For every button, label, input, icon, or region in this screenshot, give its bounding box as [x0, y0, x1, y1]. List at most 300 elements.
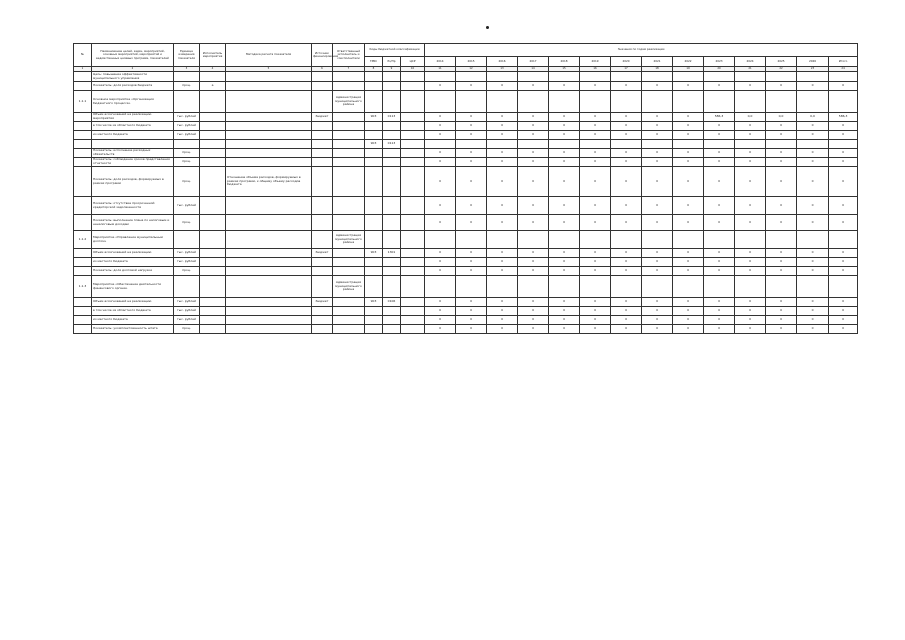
- row-year-value: 0: [642, 316, 673, 325]
- row-year-value: 0: [580, 258, 611, 267]
- row-method: [226, 215, 312, 231]
- row-grbs: [365, 325, 383, 334]
- row-rzpr: 1301: [383, 249, 401, 258]
- row-unit: проц.: [174, 167, 200, 197]
- row-rzpr: [383, 231, 401, 249]
- header-name: Наименование целей, задач, мероприятий, основных мероприятий, мероприятий и ведомственных целевых программ, показателей: [92, 44, 174, 67]
- header-source: Источник финансирования: [312, 44, 333, 67]
- row-csr: [401, 82, 425, 91]
- row-year-value: 0: [735, 197, 766, 215]
- row-year-value: 0: [580, 149, 611, 158]
- row-executor: [200, 325, 226, 334]
- row-responsible: Администрация муниципального района: [333, 231, 365, 249]
- row-year-value: 0: [425, 258, 456, 267]
- row-total: 0: [829, 82, 858, 91]
- row-year-value: 0: [673, 298, 704, 307]
- row-year-value: 0: [673, 215, 704, 231]
- row-grbs: [365, 149, 383, 158]
- row-year-value: 0: [611, 215, 642, 231]
- row-total: 0: [829, 215, 858, 231]
- row-year-value: 0: [766, 122, 797, 131]
- table-row: [74, 197, 858, 215]
- row-csr: [401, 149, 425, 158]
- row-year-value: 0: [611, 82, 642, 91]
- row-source: [312, 140, 333, 149]
- row-total: 0: [829, 197, 858, 215]
- row-grbs: [365, 131, 383, 140]
- row-name: Цель: повышение эффективности муниципального управления: [92, 72, 174, 82]
- row-year-value: 0: [549, 298, 580, 307]
- row-year-value: 0: [425, 325, 456, 334]
- row-year-value: 0: [425, 113, 456, 122]
- header-sub-15: 2026: [797, 57, 829, 67]
- table-row: [74, 267, 858, 276]
- row-year-value: 0: [766, 316, 797, 325]
- row-total: [829, 276, 858, 298]
- row-year-value: 0: [549, 82, 580, 91]
- row-csr: [401, 91, 425, 113]
- row-csr: [401, 316, 425, 325]
- table-row: [74, 258, 858, 267]
- header-responsible: Ответственный исполнитель и соисполнители: [333, 44, 365, 67]
- row-year-value: 0: [611, 249, 642, 258]
- row-responsible: [333, 249, 365, 258]
- row-total: 0: [829, 149, 858, 158]
- table-row: [74, 72, 858, 82]
- row-year-value: 0: [704, 131, 735, 140]
- row-year-value: 0: [518, 122, 549, 131]
- row-number: [74, 197, 92, 215]
- table-row: [74, 122, 858, 131]
- row-year-value: 0: [425, 307, 456, 316]
- row-year-value: 0: [766, 307, 797, 316]
- table-row: [74, 325, 858, 334]
- row-csr: [401, 113, 425, 122]
- row-year-value: 0: [487, 113, 518, 122]
- row-total: [829, 91, 858, 113]
- row-rzpr: [383, 325, 401, 334]
- row-source: [312, 316, 333, 325]
- column-number: 7: [333, 67, 365, 72]
- row-year-value: [549, 276, 580, 298]
- row-year-value: 0: [518, 149, 549, 158]
- row-year-value: [580, 72, 611, 82]
- row-year-value: 0: [580, 158, 611, 167]
- row-source: [312, 122, 333, 131]
- row-executor: [200, 307, 226, 316]
- row-name: Показатель: выполнение плана по налоговым и неналоговым доходам: [92, 215, 174, 231]
- row-responsible: [333, 113, 365, 122]
- row-year-value: 0: [425, 197, 456, 215]
- row-year-value: 0: [549, 197, 580, 215]
- row-year-value: 0: [580, 113, 611, 122]
- header-sub-14: 2025: [766, 57, 797, 67]
- row-year-value: 0: [611, 316, 642, 325]
- row-year-value: [456, 72, 487, 82]
- row-year-value: 0: [735, 215, 766, 231]
- row-method: [226, 249, 312, 258]
- table-row: [74, 140, 858, 149]
- row-year-value: [549, 72, 580, 82]
- column-number: 12: [456, 67, 487, 72]
- row-name: Показатель: соблюдение сроков представления отчетности: [92, 158, 174, 167]
- row-year-value: [518, 231, 549, 249]
- row-unit: [174, 91, 200, 113]
- row-year-value: [673, 231, 704, 249]
- row-year-value: 0: [425, 149, 456, 158]
- row-year-value: 0: [518, 197, 549, 215]
- row-grbs: [365, 82, 383, 91]
- row-year-value: 0: [580, 307, 611, 316]
- row-rzpr: [383, 316, 401, 325]
- row-year-value: 0: [797, 122, 829, 131]
- row-responsible: [333, 325, 365, 334]
- row-csr: [401, 267, 425, 276]
- row-year-value: 0: [673, 122, 704, 131]
- row-responsible: [333, 215, 365, 231]
- column-number: 15: [549, 67, 580, 72]
- row-year-value: 0: [704, 298, 735, 307]
- header-sub-13: 2024: [735, 57, 766, 67]
- row-year-value: 0: [704, 215, 735, 231]
- row-name: в том числе из областного бюджета: [92, 122, 174, 131]
- program-table: [73, 43, 858, 334]
- row-executor: [200, 140, 226, 149]
- row-year-value: [766, 72, 797, 82]
- row-year-value: [704, 231, 735, 249]
- row-method: [226, 91, 312, 113]
- row-year-value: 0: [704, 82, 735, 91]
- row-year-value: 0: [735, 307, 766, 316]
- row-year-value: 0: [642, 258, 673, 267]
- row-year-value: 0: [487, 131, 518, 140]
- row-year-value: 0: [673, 167, 704, 197]
- row-year-value: 0: [797, 325, 829, 334]
- row-method: [226, 316, 312, 325]
- row-year-value: 0,0: [797, 113, 829, 122]
- column-number: 1: [74, 67, 92, 72]
- row-year-value: [456, 231, 487, 249]
- row-name: Показатель: исполнение расходных обязательств: [92, 149, 174, 158]
- row-source: бюджет: [312, 113, 333, 122]
- row-unit: тыс. рублей: [174, 316, 200, 325]
- column-number: 2: [92, 67, 174, 72]
- row-name: Показатель: доля расходов бюджета: [92, 82, 174, 91]
- row-year-value: [456, 91, 487, 113]
- row-year-value: [642, 231, 673, 249]
- row-source: [312, 158, 333, 167]
- row-unit: проц.: [174, 267, 200, 276]
- row-name: Объем ассигнований на реализацию: [92, 298, 174, 307]
- table-row: [74, 249, 858, 258]
- row-year-value: 0: [735, 325, 766, 334]
- row-year-value: 0: [456, 197, 487, 215]
- column-number: 3: [174, 67, 200, 72]
- row-year-value: 0: [766, 158, 797, 167]
- row-year-value: [487, 91, 518, 113]
- row-csr: [401, 249, 425, 258]
- row-year-value: 0: [487, 258, 518, 267]
- row-year-value: 0: [518, 113, 549, 122]
- row-year-value: 0: [456, 82, 487, 91]
- row-unit: тыс. рублей: [174, 249, 200, 258]
- row-year-value: 0: [487, 158, 518, 167]
- row-year-value: 0: [456, 258, 487, 267]
- row-year-value: 0: [425, 158, 456, 167]
- row-year-value: [580, 231, 611, 249]
- row-year-value: 0: [797, 316, 829, 325]
- row-year-value: 0: [704, 307, 735, 316]
- row-year-value: 0: [611, 267, 642, 276]
- row-unit: тыс. рублей: [174, 307, 200, 316]
- row-responsible: [333, 140, 365, 149]
- row-year-value: 0: [673, 258, 704, 267]
- row-year-value: 0: [735, 131, 766, 140]
- row-grbs: [365, 276, 383, 298]
- row-method: [226, 122, 312, 131]
- column-number: 23: [797, 67, 829, 72]
- row-source: [312, 325, 333, 334]
- row-responsible: [333, 131, 365, 140]
- row-year-value: [580, 91, 611, 113]
- row-year-value: 0: [425, 316, 456, 325]
- row-year-value: 0: [456, 122, 487, 131]
- header-sub-4: 2015: [456, 57, 487, 67]
- row-year-value: 0: [797, 197, 829, 215]
- row-source: [312, 267, 333, 276]
- row-year-value: 0: [766, 298, 797, 307]
- row-total: 0: [829, 325, 858, 334]
- row-executor: [200, 113, 226, 122]
- row-rzpr: [383, 215, 401, 231]
- row-year-value: 0: [518, 158, 549, 167]
- row-executor: [200, 231, 226, 249]
- row-source: [312, 131, 333, 140]
- row-rzpr: [383, 82, 401, 91]
- row-year-value: 0: [704, 197, 735, 215]
- row-number: [74, 113, 92, 122]
- row-year-value: [425, 91, 456, 113]
- row-rzpr: [383, 72, 401, 82]
- row-total: 0: [829, 307, 858, 316]
- row-year-value: 0: [611, 325, 642, 334]
- row-year-value: 0: [642, 113, 673, 122]
- row-year-value: 0: [735, 167, 766, 197]
- row-method: [226, 267, 312, 276]
- row-year-value: [704, 72, 735, 82]
- row-executor: [200, 122, 226, 131]
- row-rzpr: 0113: [383, 113, 401, 122]
- row-year-value: 0: [580, 122, 611, 131]
- row-year-value: [797, 140, 829, 149]
- row-total: [829, 140, 858, 149]
- row-year-value: 0: [425, 82, 456, 91]
- row-year-value: 0: [642, 82, 673, 91]
- row-year-value: 0: [704, 325, 735, 334]
- row-year-value: 0: [673, 149, 704, 158]
- row-number: 1.1.3: [74, 276, 92, 298]
- row-year-value: [518, 276, 549, 298]
- row-year-value: 0: [766, 267, 797, 276]
- row-executor: [200, 197, 226, 215]
- row-year-value: 0: [425, 267, 456, 276]
- row-year-value: 0,0: [766, 113, 797, 122]
- row-csr: [401, 215, 425, 231]
- row-year-value: [735, 276, 766, 298]
- row-source: [312, 215, 333, 231]
- row-number: [74, 167, 92, 197]
- column-number: 14: [518, 67, 549, 72]
- row-year-value: 0: [642, 267, 673, 276]
- row-source: [312, 276, 333, 298]
- row-year-value: 0: [704, 258, 735, 267]
- table-row: [74, 307, 858, 316]
- row-year-value: [487, 231, 518, 249]
- row-year-value: 0: [673, 267, 704, 276]
- header-budget-codes: Коды бюджетной классификации: [365, 44, 425, 57]
- table-row: [74, 298, 858, 307]
- row-grbs: [365, 316, 383, 325]
- column-number: 13: [487, 67, 518, 72]
- row-year-value: 0: [797, 167, 829, 197]
- row-grbs: [365, 215, 383, 231]
- row-year-value: [673, 72, 704, 82]
- column-number: 22: [766, 67, 797, 72]
- row-csr: [401, 258, 425, 267]
- row-number: [74, 149, 92, 158]
- row-year-value: [797, 276, 829, 298]
- row-year-value: 0: [518, 307, 549, 316]
- row-year-value: [549, 91, 580, 113]
- row-source: [312, 91, 333, 113]
- header-year-values: Значения по годам реализации: [425, 44, 858, 57]
- row-method: [226, 276, 312, 298]
- row-responsible: [333, 316, 365, 325]
- row-rzpr: [383, 276, 401, 298]
- row-year-value: [797, 91, 829, 113]
- row-name: Мероприятие «Управление муниципальным долгом»: [92, 231, 174, 249]
- row-year-value: 0: [518, 215, 549, 231]
- row-year-value: [549, 140, 580, 149]
- row-year-value: 0: [673, 316, 704, 325]
- row-number: [74, 140, 92, 149]
- row-year-value: [611, 276, 642, 298]
- row-method: [226, 158, 312, 167]
- row-year-value: 0: [611, 131, 642, 140]
- row-source: [312, 82, 333, 91]
- column-number: 5: [226, 67, 312, 72]
- table-body: [74, 72, 858, 334]
- row-year-value: [425, 231, 456, 249]
- row-year-value: 0: [735, 158, 766, 167]
- row-year-value: 0: [642, 149, 673, 158]
- row-number: [74, 215, 92, 231]
- row-csr: [401, 131, 425, 140]
- row-method: [226, 307, 312, 316]
- row-year-value: [487, 72, 518, 82]
- header-executor: Исполнитель мероприятия: [200, 44, 226, 67]
- row-unit: тыс. рублей: [174, 113, 200, 122]
- row-executor: [200, 215, 226, 231]
- row-name: в том числе из областного бюджета: [92, 307, 174, 316]
- row-rzpr: 0113: [383, 140, 401, 149]
- row-year-value: 0: [518, 298, 549, 307]
- row-year-value: 0: [642, 131, 673, 140]
- row-rzpr: [383, 167, 401, 197]
- row-unit: проц.: [174, 149, 200, 158]
- row-method: [226, 140, 312, 149]
- row-year-value: 0: [611, 122, 642, 131]
- row-csr: [401, 72, 425, 82]
- row-unit: [174, 276, 200, 298]
- row-year-value: 0,0: [735, 113, 766, 122]
- row-total: 0: [829, 267, 858, 276]
- row-year-value: 0: [611, 197, 642, 215]
- row-method: [226, 82, 312, 91]
- row-year-value: [704, 140, 735, 149]
- row-year-value: 0: [549, 258, 580, 267]
- row-year-value: 0: [611, 158, 642, 167]
- row-responsible: [333, 197, 365, 215]
- row-name: Показатель: доля долговой нагрузки: [92, 267, 174, 276]
- row-year-value: 0: [549, 149, 580, 158]
- row-year-value: 0: [642, 325, 673, 334]
- row-total: 0: [829, 258, 858, 267]
- row-grbs: 903: [365, 298, 383, 307]
- row-year-value: 0: [704, 122, 735, 131]
- row-number: [74, 325, 92, 334]
- row-year-value: [797, 72, 829, 82]
- row-total: [829, 72, 858, 82]
- table-row: [74, 316, 858, 325]
- row-year-value: 0: [487, 307, 518, 316]
- row-executor: [200, 267, 226, 276]
- row-grbs: 903: [365, 249, 383, 258]
- row-name: Объем ассигнований на реализацию: [92, 249, 174, 258]
- row-unit: тыс. рублей: [174, 258, 200, 267]
- row-total: 0: [829, 316, 858, 325]
- row-number: 1.1.2: [74, 231, 92, 249]
- row-responsible: [333, 122, 365, 131]
- row-responsible: Администрация муниципального района: [333, 91, 365, 113]
- table-row: [74, 231, 858, 249]
- row-name: Объем ассигнований на реализацию мероприятия: [92, 113, 174, 122]
- row-year-value: 0: [487, 215, 518, 231]
- row-grbs: [365, 267, 383, 276]
- row-year-value: 0: [735, 267, 766, 276]
- row-name: из местного бюджета: [92, 258, 174, 267]
- row-year-value: 0: [642, 122, 673, 131]
- row-year-value: [766, 276, 797, 298]
- row-year-value: 0: [456, 131, 487, 140]
- row-year-value: 0: [673, 197, 704, 215]
- row-executor: [200, 258, 226, 267]
- row-year-value: 0: [797, 131, 829, 140]
- row-year-value: 0: [518, 249, 549, 258]
- header-sub-10: 2021: [642, 57, 673, 67]
- table-row: [74, 149, 858, 158]
- row-grbs: [365, 91, 383, 113]
- column-number: 8: [365, 67, 383, 72]
- row-csr: [401, 276, 425, 298]
- row-unit: [174, 72, 200, 82]
- row-method: [226, 113, 312, 122]
- row-year-value: 0: [642, 307, 673, 316]
- row-year-value: 0: [673, 325, 704, 334]
- row-year-value: 586,3: [704, 113, 735, 122]
- column-number: 19: [673, 67, 704, 72]
- row-csr: [401, 140, 425, 149]
